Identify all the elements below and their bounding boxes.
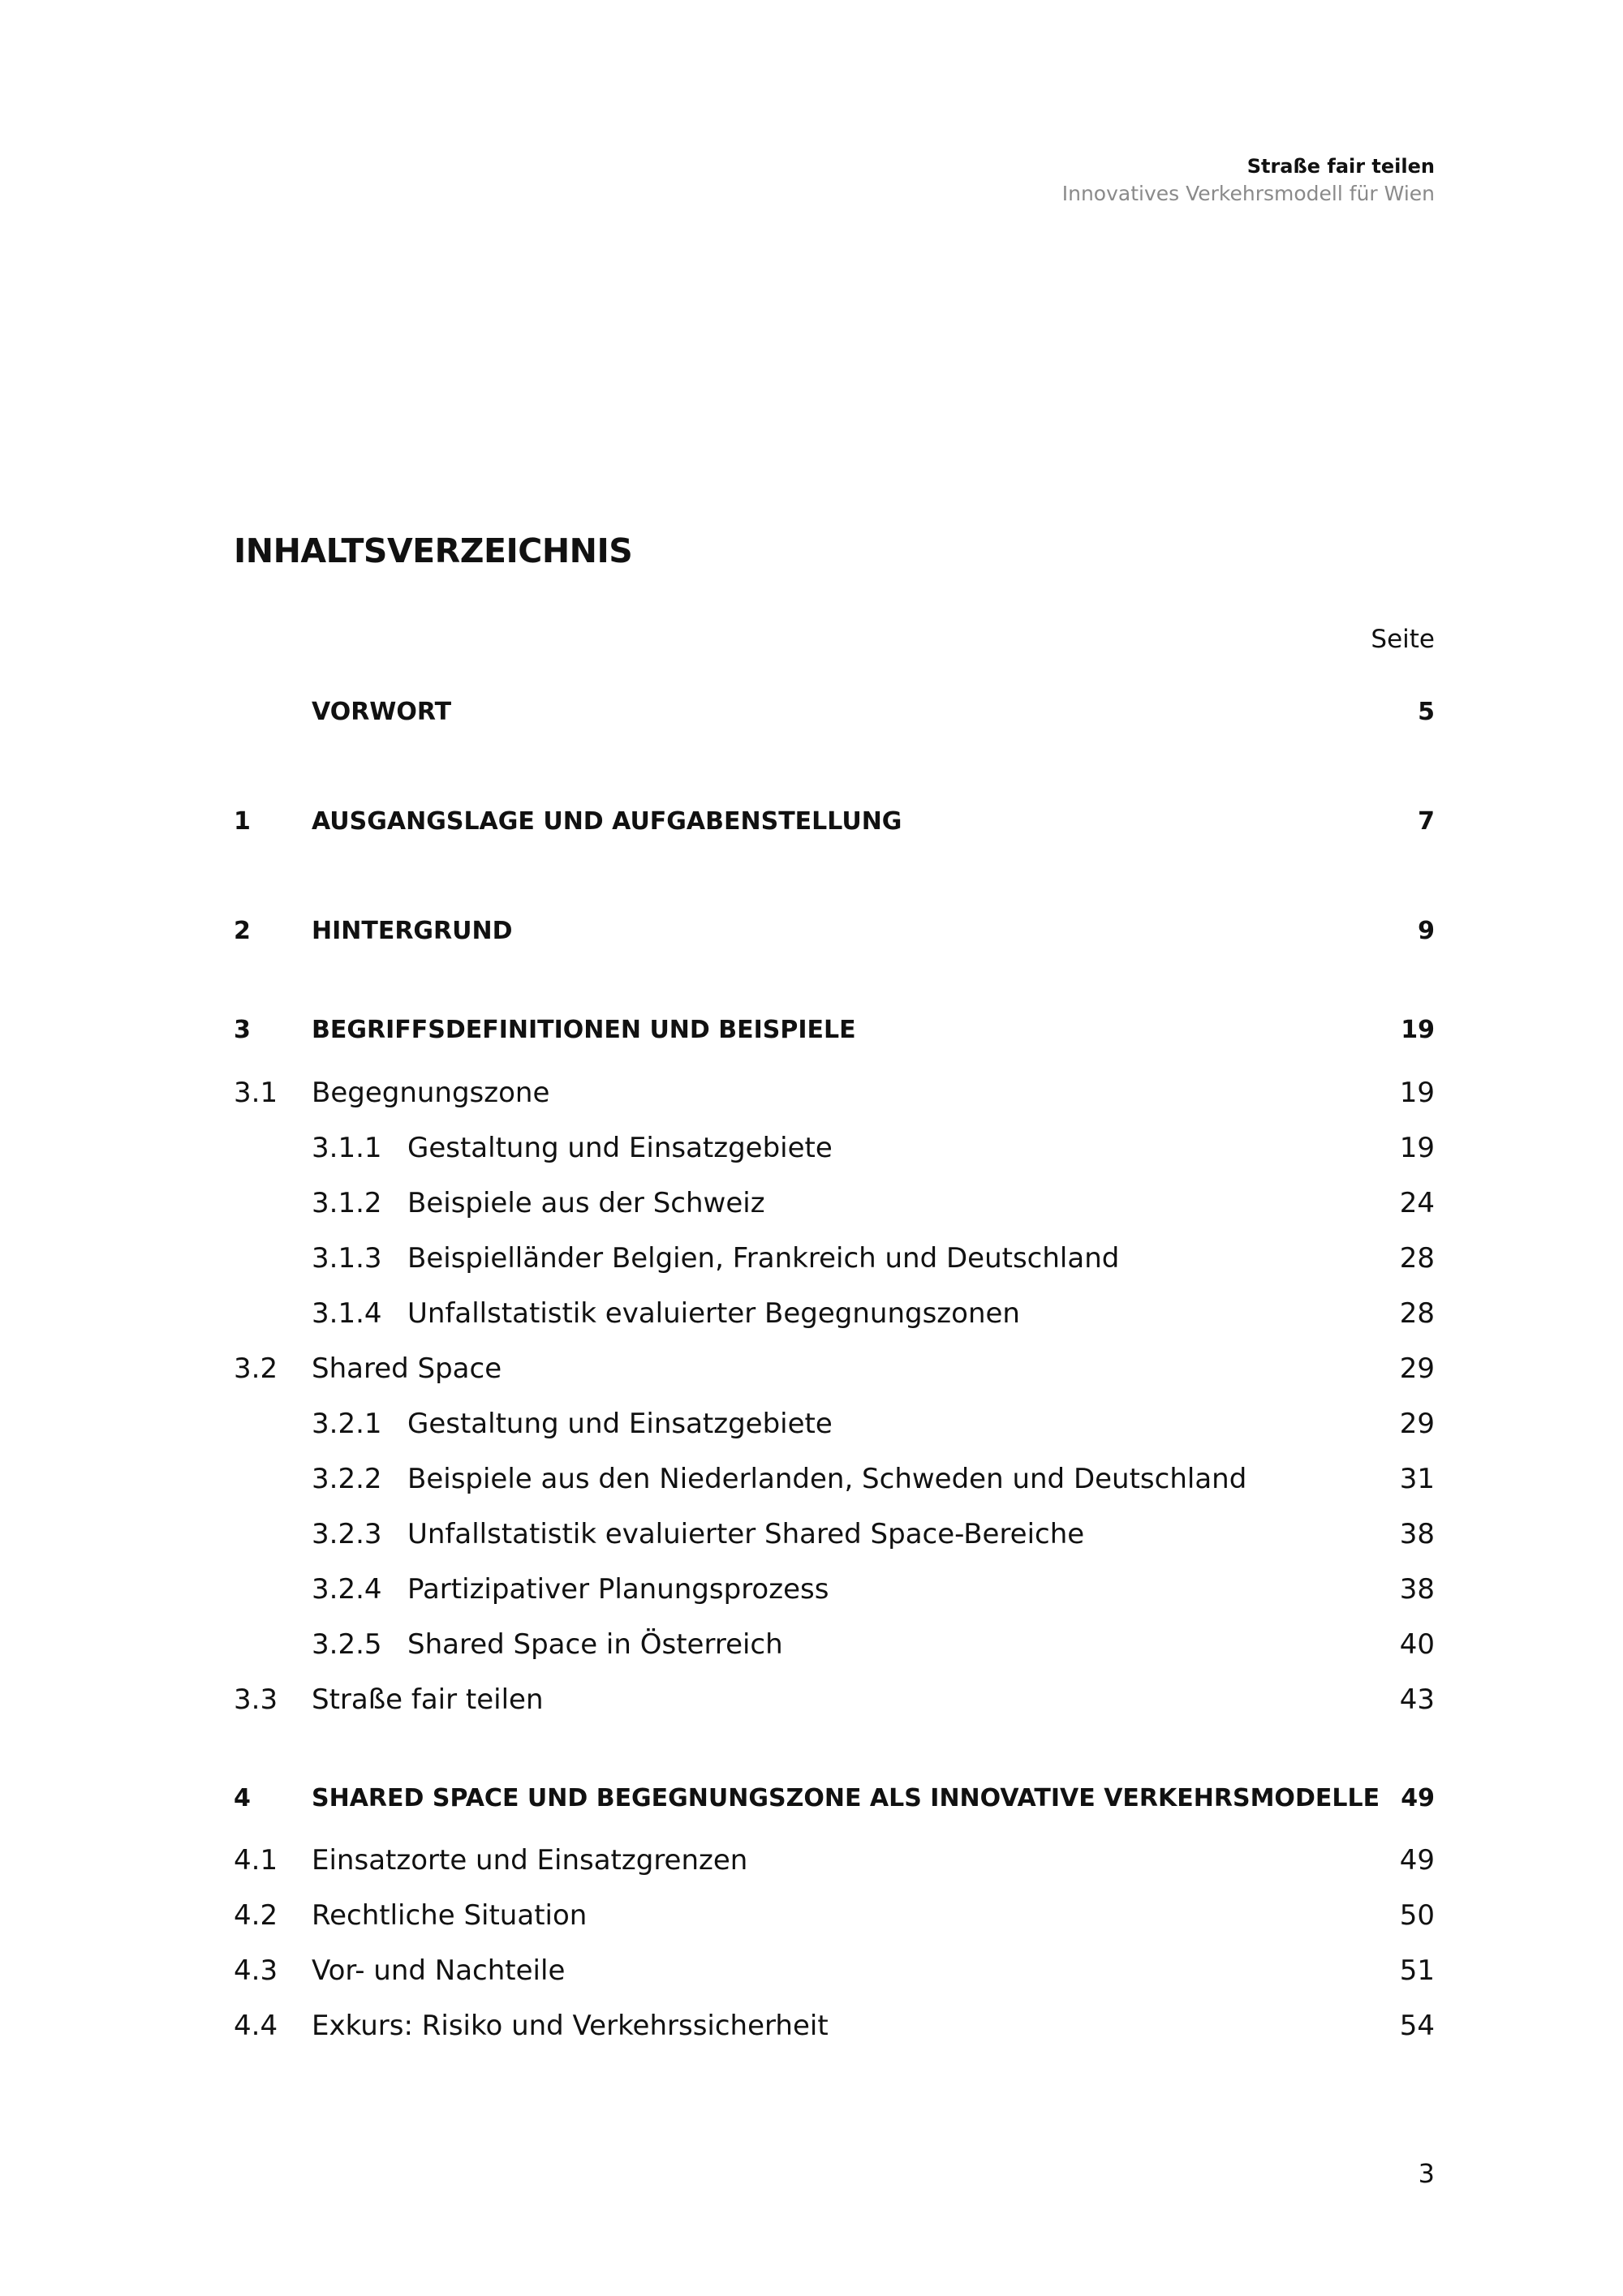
- toc-entry-number: 3.2.4: [312, 1573, 382, 1606]
- toc-entry-page: 5: [1418, 698, 1435, 726]
- toc-entry-number: 1: [234, 807, 251, 836]
- toc-entry-page: 38: [1399, 1573, 1435, 1606]
- page-number: 3: [1418, 2158, 1435, 2189]
- toc-entry-title: Unfallstatistik evaluierter Begegnungszonen: [407, 1297, 1020, 1330]
- toc-entry-title: Rechtliche Situation: [312, 1899, 588, 1932]
- toc-entry-page: 38: [1399, 1518, 1435, 1550]
- toc-entry-page: 28: [1399, 1297, 1435, 1330]
- toc-entry-title: Shared Space: [312, 1352, 502, 1385]
- toc-entry-title: Unfallstatistik evaluierter Shared Space-Bereiche: [407, 1518, 1085, 1550]
- toc-entry-page: 49: [1399, 1844, 1435, 1877]
- toc-entry-subsection-3-2-3[interactable]: [234, 1514, 1435, 1554]
- page-header: [1062, 153, 1435, 208]
- toc-entry-subsection-3-1-4[interactable]: [234, 1293, 1435, 1334]
- toc-entry-title: HINTERGRUND: [312, 917, 513, 945]
- toc-entry-page: 29: [1399, 1408, 1435, 1440]
- toc-entry-page: 51: [1399, 1954, 1435, 1987]
- toc-entry-section-3-3[interactable]: [234, 1679, 1435, 1720]
- toc-entry-number: 4: [234, 1784, 251, 1812]
- toc-entry-subsection-3-2-5[interactable]: [234, 1624, 1435, 1665]
- header-subtitle: Innovatives Verkehrsmodell für Wien: [1061, 182, 1435, 205]
- toc-entry-page: 29: [1399, 1352, 1435, 1385]
- toc-entry-number: 3.2.5: [312, 1628, 382, 1661]
- toc-entry-chapter-3[interactable]: [234, 1010, 1435, 1051]
- toc-entry-title: Straße fair teilen: [312, 1683, 544, 1716]
- toc-entry-subsection-3-2-1[interactable]: [234, 1404, 1435, 1444]
- toc-entry-section-4-3[interactable]: [234, 1950, 1435, 1991]
- toc-entry-section-4-4[interactable]: [234, 2006, 1435, 2046]
- toc-entry-chapter-4[interactable]: [234, 1778, 1435, 1819]
- toc-entry-subsection-3-2-2[interactable]: [234, 1459, 1435, 1499]
- header-title: Straße fair teilen: [1246, 155, 1435, 178]
- toc-entry-title: Beispielländer Belgien, Frankreich und Deutschland: [407, 1242, 1120, 1275]
- toc-entry-title: AUSGANGSLAGE UND AUFGABENSTELLUNG: [312, 807, 902, 836]
- toc-entry-number: 3: [234, 1016, 251, 1044]
- toc-entry-page: 43: [1399, 1683, 1435, 1716]
- toc-entry-page: 28: [1399, 1242, 1435, 1275]
- toc-entry-page: 31: [1399, 1463, 1435, 1495]
- toc-entry-page: 54: [1399, 2010, 1435, 2042]
- toc-entry-title: VORWORT: [312, 698, 452, 726]
- toc-entry-title: Shared Space in Österreich: [407, 1628, 783, 1661]
- toc-entry-title: Gestaltung und Einsatzgebiete: [407, 1132, 833, 1164]
- toc-entry-title: Einsatzorte und Einsatzgrenzen: [312, 1844, 748, 1877]
- toc-entry-subsection-3-1-3[interactable]: [234, 1238, 1435, 1279]
- toc-entry-number: 3.1.2: [312, 1187, 382, 1219]
- toc-entry-title: BEGRIFFSDEFINITIONEN UND BEISPIELE: [312, 1016, 856, 1044]
- toc-entry-number: 3.2.3: [312, 1518, 382, 1550]
- toc-entry-subsection-3-1-1[interactable]: [234, 1128, 1435, 1168]
- toc-entry-page: 7: [1418, 807, 1435, 836]
- toc-entry-number: 3.1.3: [312, 1242, 382, 1275]
- toc-entry-title: Exkurs: Risiko und Verkehrssicherheit: [312, 2010, 829, 2042]
- toc-entry-title: Gestaltung und Einsatzgebiete: [407, 1408, 833, 1440]
- toc-entry-title: Vor- und Nachteile: [312, 1954, 566, 1987]
- toc-entry-number: 4.3: [234, 1954, 278, 1987]
- toc-entry-number: 3.2.2: [312, 1463, 382, 1495]
- toc-entry-section-3-1[interactable]: [234, 1073, 1435, 1113]
- toc-entry-title: Beispiele aus den Niederlanden, Schweden und Deutschland: [407, 1463, 1247, 1495]
- toc-entry-page: 40: [1399, 1628, 1435, 1661]
- toc-entry-number: 3.2.1: [312, 1408, 382, 1440]
- toc-heading: INHALTSVERZEICHNIS: [234, 531, 633, 570]
- toc-entry-title: Begegnungszone: [312, 1077, 550, 1109]
- toc-entry-subsection-3-1-2[interactable]: [234, 1183, 1435, 1223]
- toc-entry-page: 24: [1399, 1187, 1435, 1219]
- toc-entry-number: 3.1.4: [312, 1297, 382, 1330]
- toc-entry-number: 3.1: [234, 1077, 278, 1109]
- toc-entry-number: 4.1: [234, 1844, 278, 1877]
- toc-entry-chapter-2[interactable]: [234, 911, 1435, 952]
- toc-entry-section-4-1[interactable]: [234, 1840, 1435, 1881]
- toc-entry-page: 50: [1399, 1899, 1435, 1932]
- toc-entry-chapter-1[interactable]: [234, 802, 1435, 842]
- toc-entry-page: 9: [1418, 917, 1435, 945]
- toc-entry-page: 19: [1399, 1077, 1435, 1109]
- toc-entry-number: 3.3: [234, 1683, 278, 1716]
- toc-entry-number: 4.4: [234, 2010, 278, 2042]
- toc-entry-section-3-2[interactable]: [234, 1348, 1435, 1389]
- toc-entry-title: Beispiele aus der Schweiz: [407, 1187, 765, 1219]
- toc-entry-vorwort[interactable]: [234, 692, 1435, 733]
- toc-entry-page: 19: [1401, 1016, 1435, 1044]
- toc-entry-number: 2: [234, 917, 251, 945]
- toc-entry-number: 3.1.1: [312, 1132, 382, 1164]
- toc-entry-section-4-2[interactable]: [234, 1895, 1435, 1936]
- seite-label: Seite: [1371, 625, 1435, 654]
- toc-entry-subsection-3-2-4[interactable]: [234, 1569, 1435, 1610]
- toc-entry-title: Partizipativer Planungsprozess: [407, 1573, 829, 1606]
- toc-entry-number: 4.2: [234, 1899, 278, 1932]
- toc-entry-page: 49: [1401, 1784, 1435, 1812]
- toc-entry-number: 3.2: [234, 1352, 278, 1385]
- toc-entry-page: 19: [1399, 1132, 1435, 1164]
- toc-entry-title: SHARED SPACE UND BEGEGNUNGSZONE ALS INNOVATIVE VERKEHRSMODELLE: [312, 1784, 1380, 1812]
